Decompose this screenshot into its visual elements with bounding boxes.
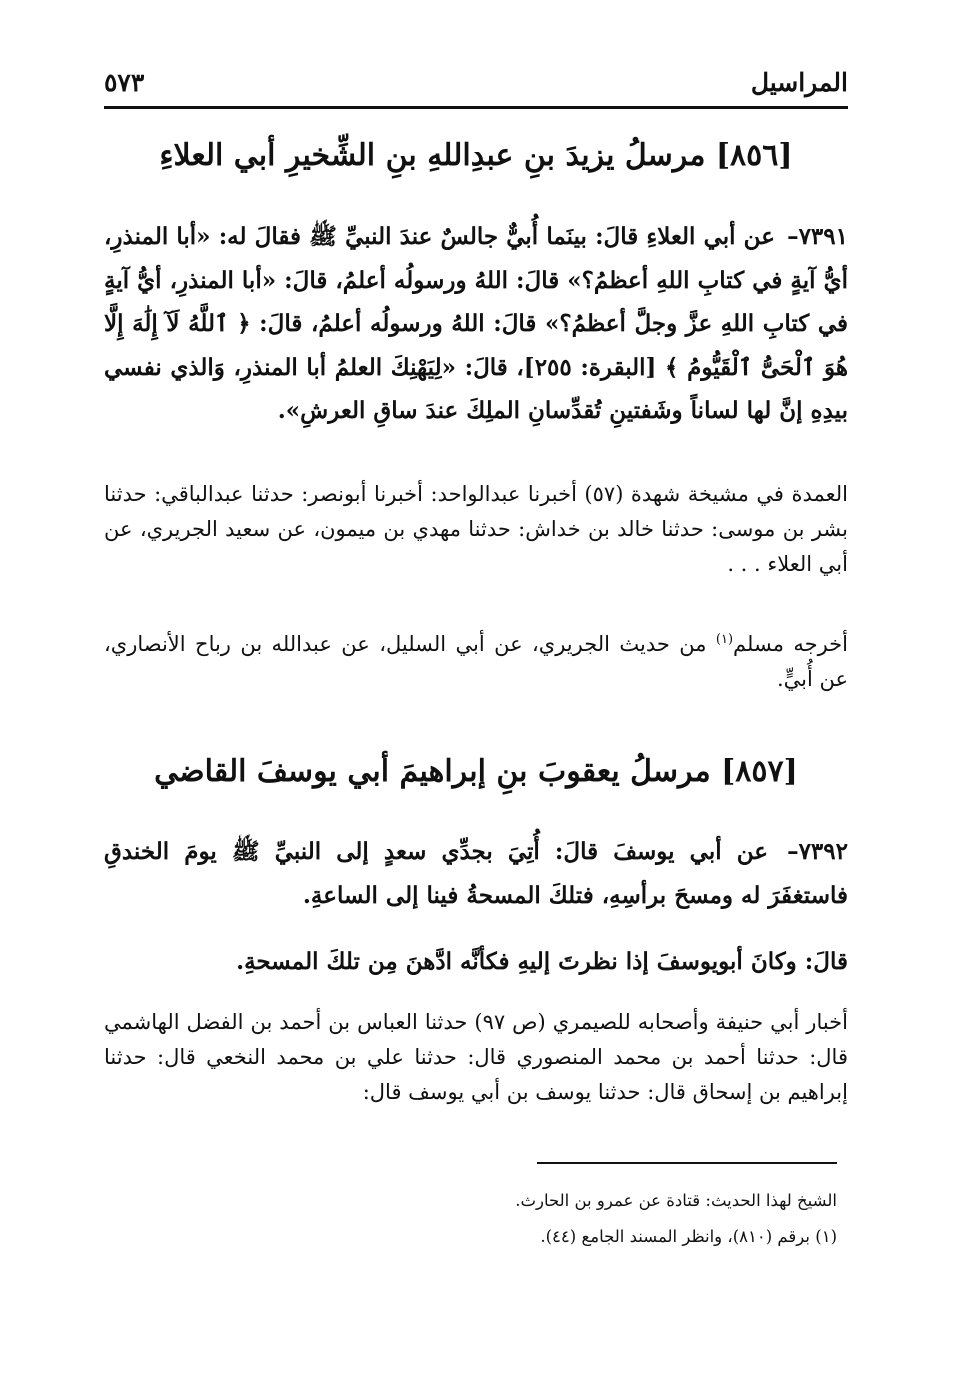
footnote-separator xyxy=(537,1162,837,1164)
footnote-1: (١) برقم (٨١٠)، وانظر المسند الجامع (٤٤). xyxy=(540,1227,837,1246)
takhrij-text-continued: من حديث الجريري، عن أبي السليل، عن عبدالله بن رباح الأنصاري، عن أُبيٍّ. xyxy=(104,632,848,691)
section-heading-856: [٨٥٦] مرسلُ يزيدَ بنِ عبدِاللهِ بنِ الشِّخيرِ أبي العلاءِ xyxy=(159,138,793,173)
source-citation: العمدة في مشيخة شهدة (٥٧) أخبرنا عبدالواحد: أخبرنا أبونصر: حدثنا عبدالباقي: حدثنا بشر بن موسى: حدثنا خالد بن خداش: حدثنا مهدي بن ميمون، عن سعيد الجريري، عن أبي العلاء . . . xyxy=(104,482,848,576)
narrator-statement: قالَ: وكانَ أبويوسفَ إذا نظرتَ إليهِ فكأنَّه ادَّهنَ مِن تلكَ المسحةِ. xyxy=(236,948,848,975)
hadith-text: عن أبي العلاءِ قالَ: بينَما أُبيٌّ جالسٌ عندَ النبيِّ ﷺ فقالَ له: «أبا المنذرِ، أيُّ آيةٍ في كتابِ اللهِ أعظمُ؟» قالَ: اللهُ ورسولُه أعلمُ، قالَ: «أبا المنذرِ، أيُّ آيةٍ في كتابِ اللهِ عزَّ وجلَّ أعظمُ؟» قالَ: اللهُ ورسولُه أعلمُ، قالَ: ﴿ ٱللَّهُ لَآ إِلَٰهَ إِلَّا هُوَ ٱلْحَىُّ ٱلْقَيُّومُ ﴾ [البقرة: ٢٥٥]، قالَ: «لِيَهْنِكَ العلمُ أبا المنذرِ، وَالذي نفسي بيدِهِ إنَّ لها لساناً وشَفتينِ تُقدِّسانِ الملِكَ عندَ ساقِ العرشِ». xyxy=(104,223,848,424)
hadith-text: عن أبي يوسفَ قالَ: أُتِيَ بجدِّي سعدٍ إلى النبيِّ ﷺ يومَ الخندقِ فاستغفَرَ له ومسحَ برأسِهِ، فتلكَ المسحةُ فينا إلى الساعةِ. xyxy=(104,838,848,909)
footnote-continuation: الشيخ لهذا الحديث: قتادة عن عمرو بن الحارث. xyxy=(515,1191,837,1210)
takhrij-note xyxy=(104,627,848,697)
takhrij-text: أخرجه مسلم xyxy=(733,632,848,656)
running-header xyxy=(104,62,848,109)
section-heading-857: [٨٥٧] مرسلُ يعقوبَ بنِ إبراهيمَ أبي يوسفَ القاضي xyxy=(154,754,798,789)
source-citation: أخبار أبي حنيفة وأصحابه للصيمري (ص ٩٧) حدثنا العباس بن أحمد بن الفضل الهاشمي قال: حدثنا أحمد بن محمد المنصوري قال: حدثنا علي بن محمد النخعي قال: حدثنا إبراهيم بن إسحاق قال: حدثنا يوسف بن أبي يوسف قال: xyxy=(104,1010,848,1104)
hadith-number: ٧٣٩١– xyxy=(787,223,848,250)
hadith-7392 xyxy=(104,830,848,917)
hadith-7391 xyxy=(104,215,848,433)
running-title: المراسيل xyxy=(750,68,848,97)
footnote-reference[interactable]: (١) xyxy=(715,632,734,647)
hadith-number: ٧٣٩٢– xyxy=(787,838,848,865)
page-number: ٥٧٣ xyxy=(104,68,145,97)
